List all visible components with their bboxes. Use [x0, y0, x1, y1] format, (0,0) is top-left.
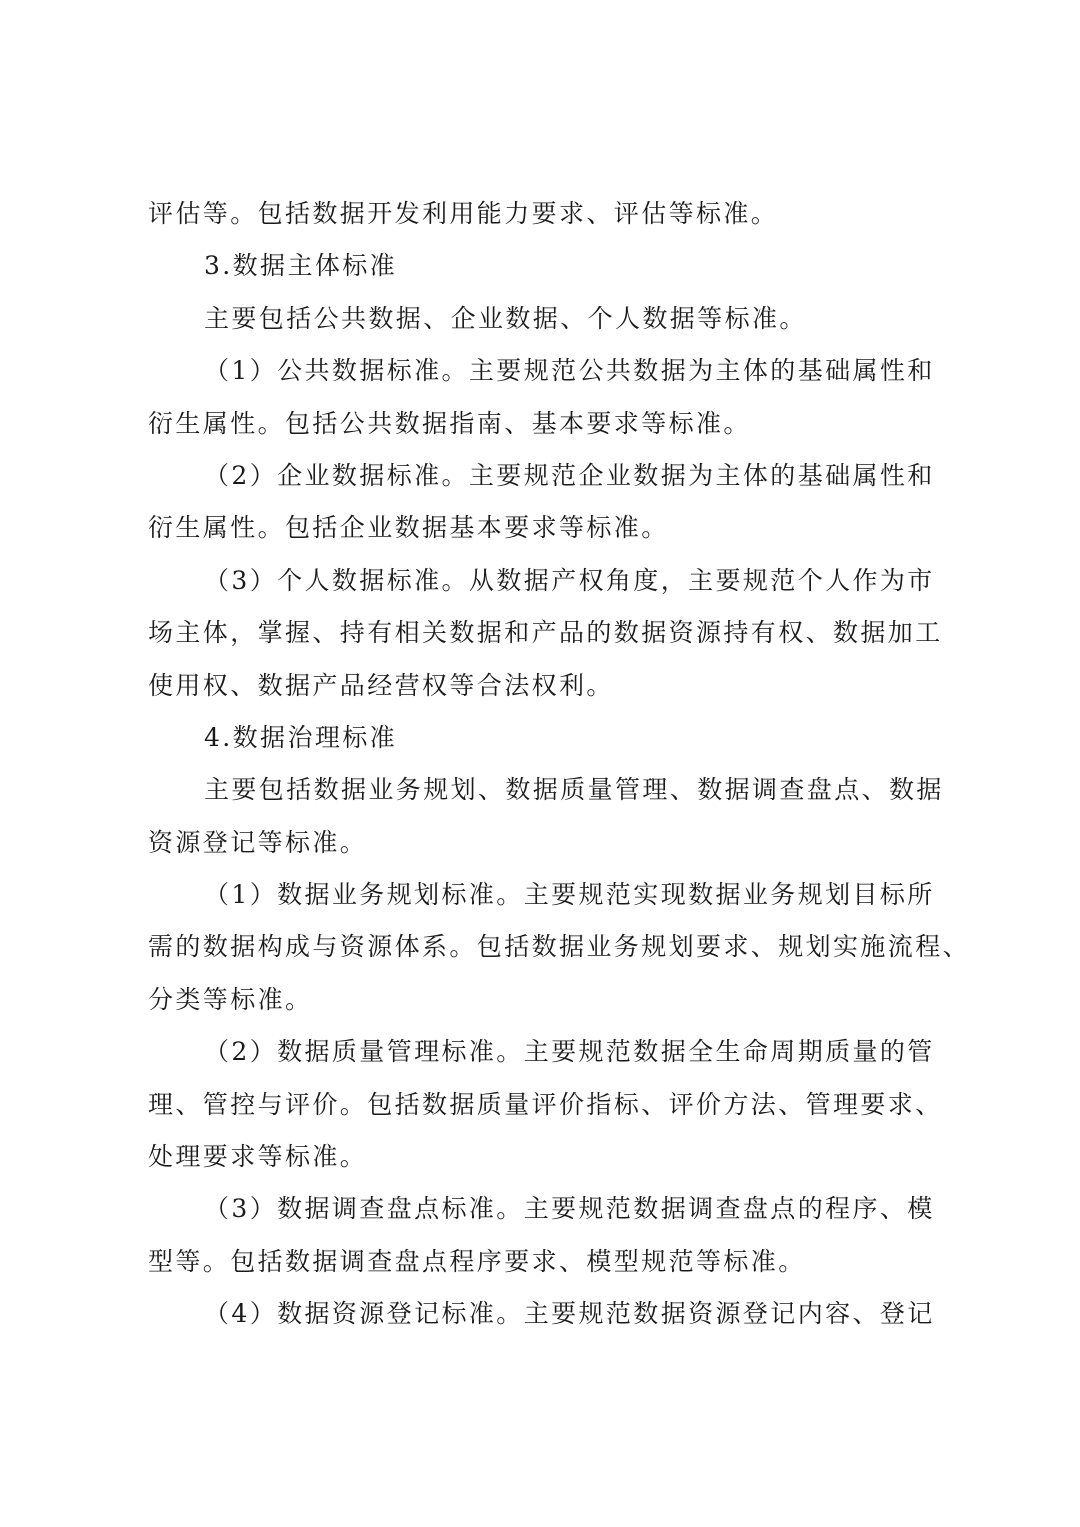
paragraph-first-line: （1）数据业务规划标准。主要规范实现数据业务规划目标所: [204, 880, 935, 910]
body-line: 分类等标准。: [148, 984, 313, 1014]
body-line: 衍生属性。包括公共数据指南、基本要求等标准。: [148, 408, 751, 438]
document-body: [148, 188, 971, 1341]
paragraph-first-line: 主要包括数据业务规划、数据质量管理、数据调查盘点、数据: [204, 775, 944, 805]
body-line: 使用权、数据产品经营权等合法权利。: [148, 670, 614, 700]
paragraph-first-line: （2）企业数据标准。主要规范企业数据为主体的基础属性和: [204, 460, 935, 490]
paragraph-first-line: （1）公共数据标准。主要规范公共数据为主体的基础属性和: [204, 356, 935, 386]
body-line: 理、管控与评价。包括数据质量评价指标、评价方法、管理要求、: [148, 1089, 943, 1119]
body-line: 需的数据构成与资源体系。包括数据业务规划要求、规划实施流程、: [148, 932, 971, 962]
paragraph-first-line: （4）数据资源登记标准。主要规范数据资源登记内容、登记: [204, 1299, 935, 1329]
body-line: 资源登记等标准。: [148, 827, 368, 857]
section-heading: 3.数据主体标准: [204, 251, 398, 281]
body-line: 衍生属性。包括企业数据基本要求等标准。: [148, 513, 669, 543]
section-heading: 4.数据治理标准: [204, 722, 398, 752]
paragraph-first-line: （3）数据调查盘点标准。主要规范数据调查盘点的程序、模: [204, 1194, 935, 1224]
paragraph-first-line: 主要包括公共数据、企业数据、个人数据等标准。: [204, 303, 807, 333]
body-line: 评估等。包括数据开发利用能力要求、评估等标准。: [148, 199, 779, 228]
paragraph-first-line: （2）数据质量管理标准。主要规范数据全生命周期质量的管: [204, 1037, 935, 1067]
paragraph-first-line: （3）个人数据标准。从数据产权角度，主要规范个人作为市: [204, 565, 935, 595]
body-line: 型等。包括数据调查盘点程序要求、模型规范等标准。: [148, 1246, 806, 1276]
body-line: 处理要求等标准。: [148, 1142, 368, 1172]
body-line: 场主体，掌握、持有相关数据和产品的数据资源持有权、数据加工: [148, 618, 943, 648]
